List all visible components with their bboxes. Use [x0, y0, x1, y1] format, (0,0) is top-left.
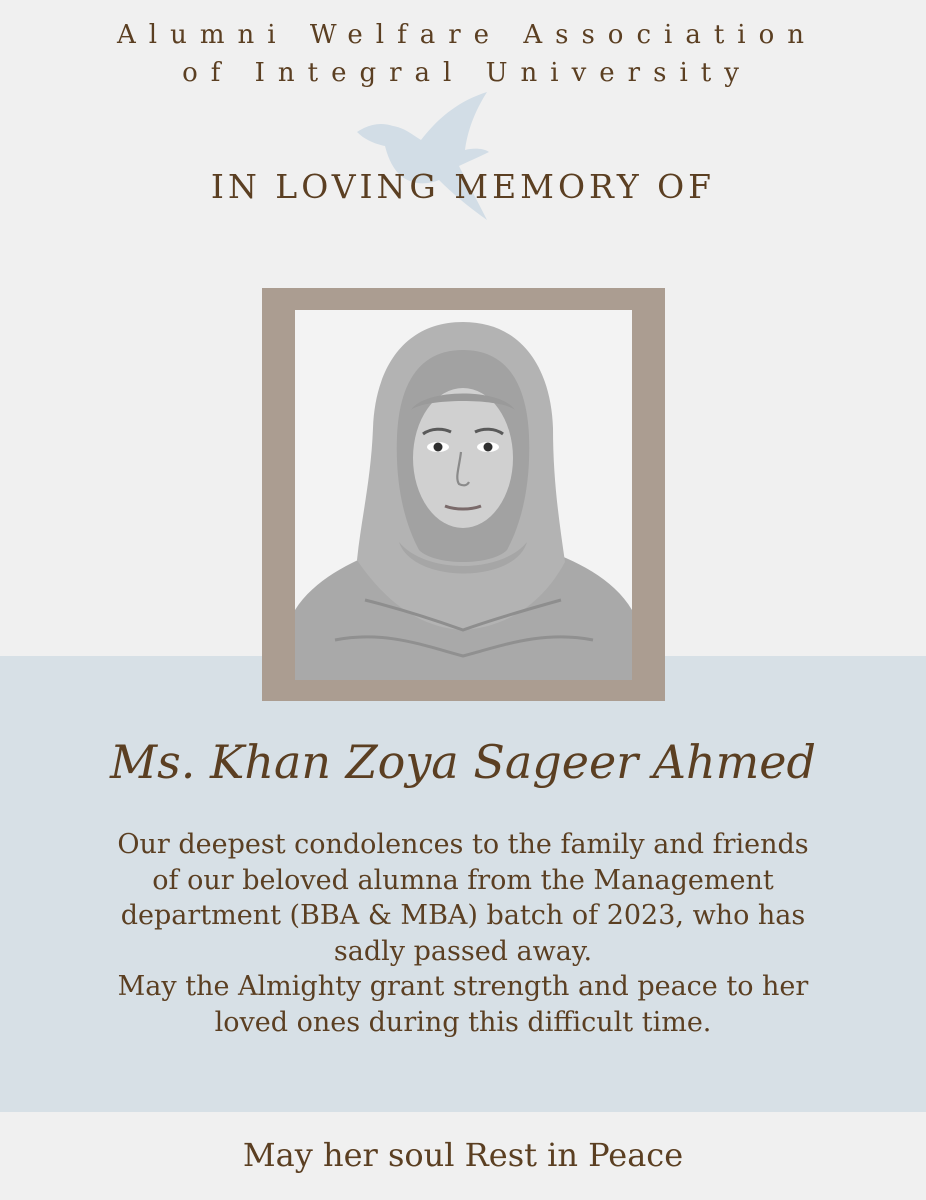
message-line: department (BBA & MBA) batch of 2023, who has: [120, 900, 806, 931]
portrait-photo: [295, 310, 632, 680]
closing-line: May her soul Rest in Peace: [242, 1136, 684, 1174]
message-line: loved ones during this difficult time.: [214, 1006, 712, 1038]
message-line: of our beloved alumna from the Management: [152, 864, 774, 896]
condolence-message: [40, 827, 886, 1040]
message-line: Our deepest condolences to the family and friends: [117, 829, 809, 860]
organization-name-line-1: Alumni Welfare Association: [117, 20, 817, 50]
message-line: May the Almighty grant strength and peace to her: [117, 971, 809, 1002]
deceased-name: Ms. Khan Zoya Sageer Ahmed: [110, 735, 816, 789]
memory-heading: IN LOVING MEMORY OF: [210, 167, 716, 206]
message-line: sadly passed away.: [333, 935, 593, 967]
organization-name-line-2: of Integral University: [182, 58, 752, 88]
